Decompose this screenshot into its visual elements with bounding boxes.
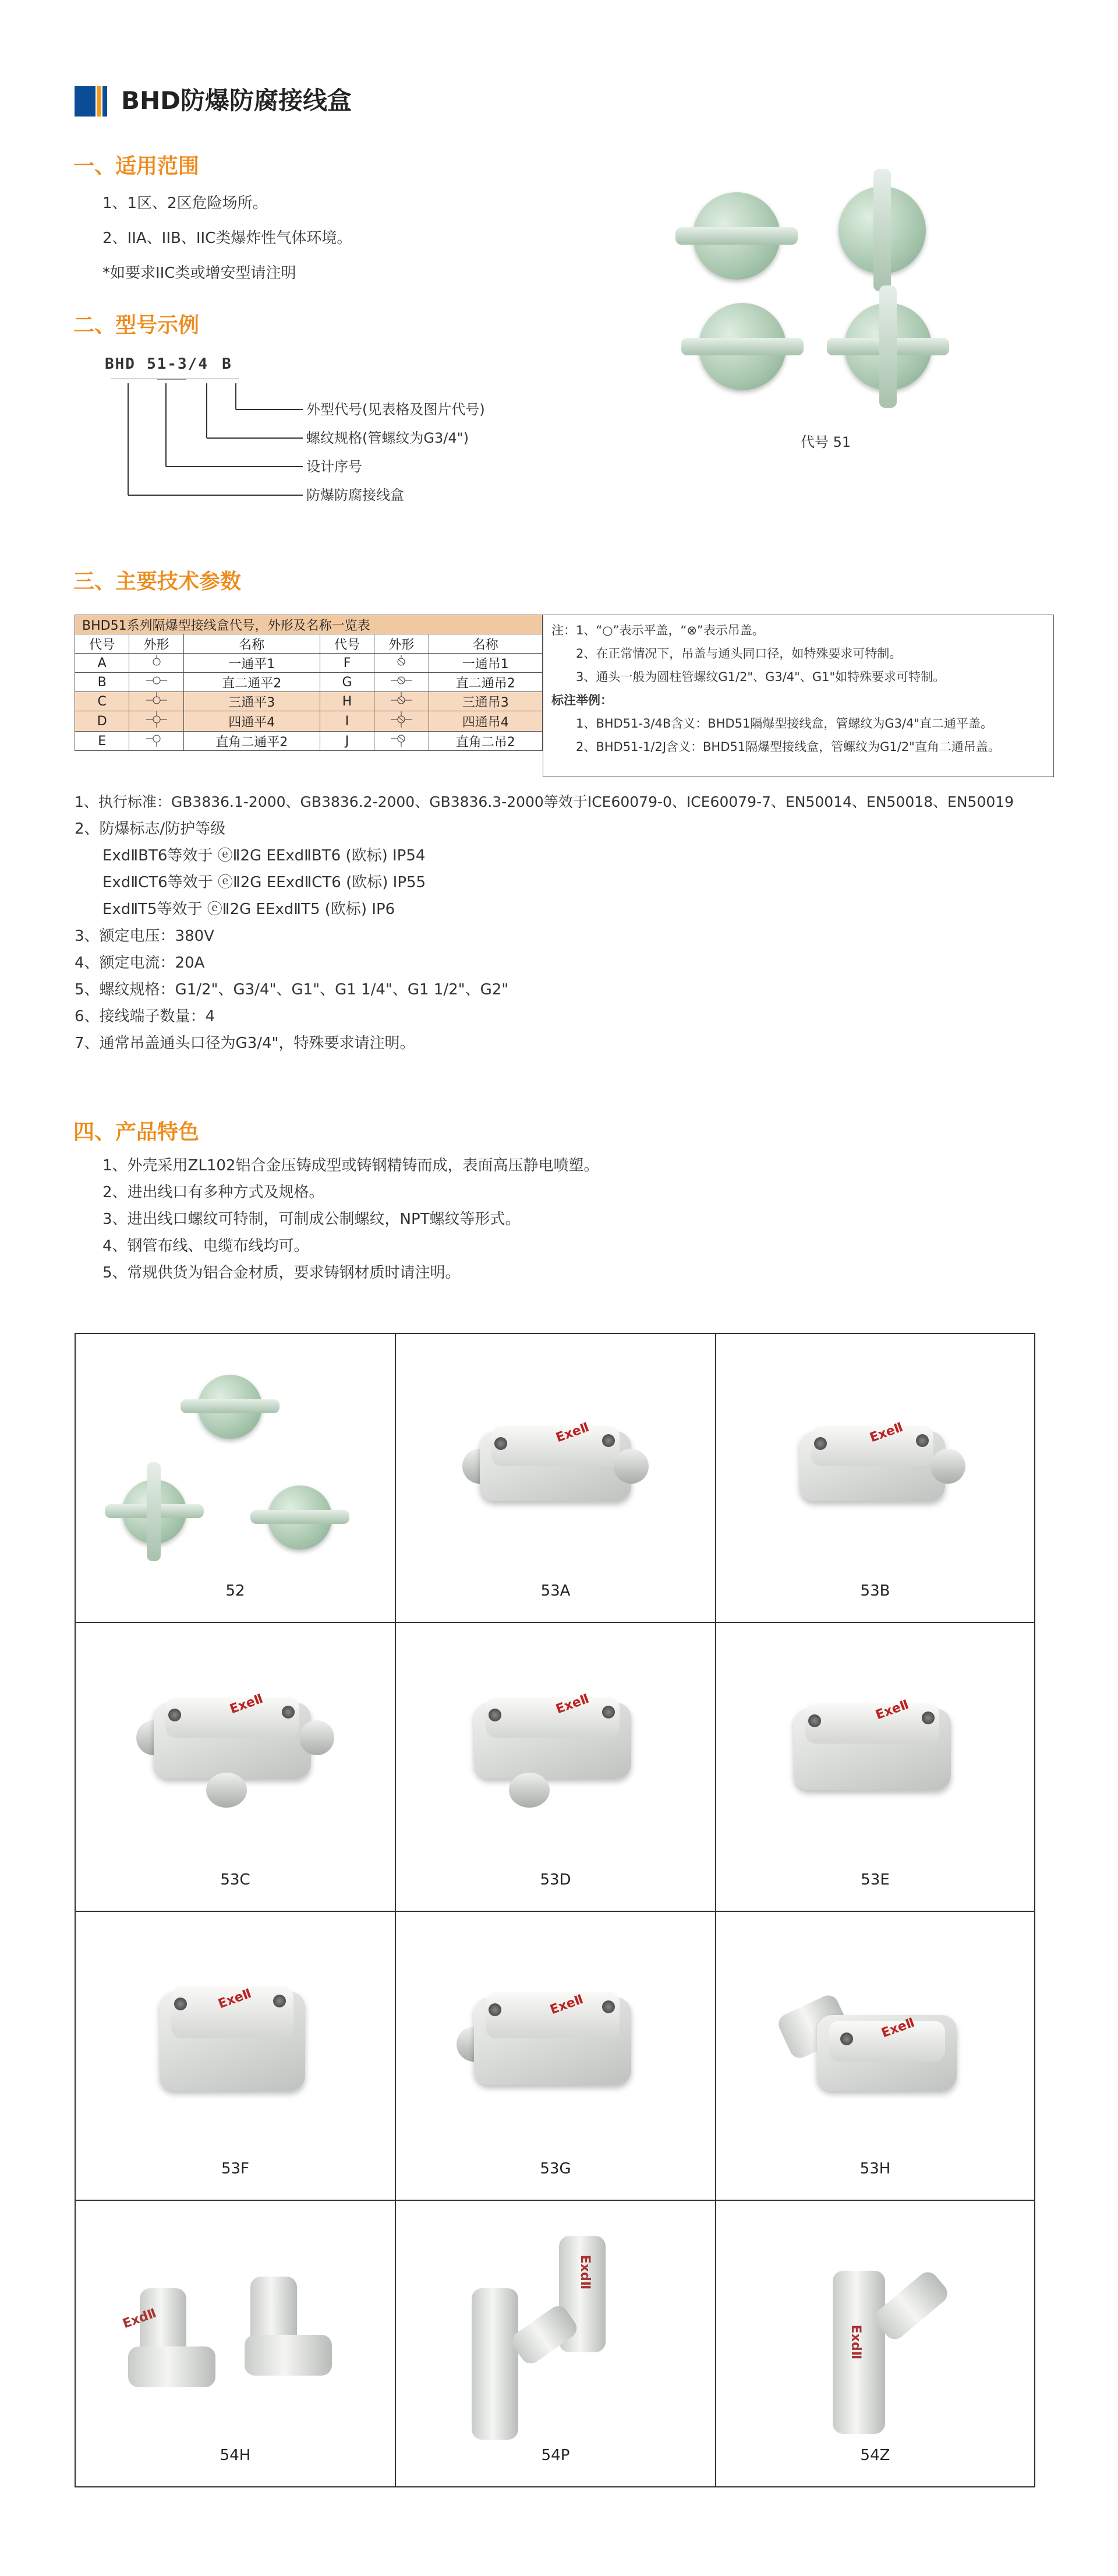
feature-item: 4、钢管布线、电缆布线均可。 xyxy=(102,1237,309,1255)
table-cell: E xyxy=(75,732,129,751)
table-cell: 四通吊4 xyxy=(429,711,542,732)
ex-mark: ExdⅡ xyxy=(121,2306,158,2332)
table-cell: I xyxy=(320,711,374,732)
model-code-diagram xyxy=(105,379,314,518)
shape-icon xyxy=(374,732,429,751)
model-code-prefix: BHD xyxy=(105,355,136,373)
spec-item: ExdⅡT5等效于 ⓔⅡ2G EExdⅡT5 (欧标) IP6 xyxy=(102,901,395,918)
product-cell-52 xyxy=(76,1334,396,1623)
product-cell-53b xyxy=(716,1334,1034,1623)
spec-item: ExdⅡBT6等效于 ⓔⅡ2G EExdⅡBT6 (欧标) IP54 xyxy=(102,847,426,864)
table-row xyxy=(75,654,543,673)
ex-mark: ExdⅡ xyxy=(848,2324,864,2360)
table-cell: D xyxy=(75,711,129,732)
table-header: 外形 xyxy=(129,634,183,654)
shape-icon xyxy=(374,711,429,732)
product-cell-54h xyxy=(76,2201,396,2486)
product-cell-53c xyxy=(76,1623,396,1912)
product-cell-53d xyxy=(396,1623,716,1912)
spec-item: 6、接线端子数量：4 xyxy=(75,1008,215,1025)
table-row xyxy=(75,673,543,692)
model-table xyxy=(75,615,543,751)
shape-icon xyxy=(374,673,429,692)
ex-mark: ExeⅡ xyxy=(548,1992,586,2018)
spec-item: 3、额定电压：380V xyxy=(75,927,214,945)
table-cell: 四通平4 xyxy=(183,711,320,732)
product-label: 53D xyxy=(540,1871,571,1889)
ex-mark: ExdⅡ xyxy=(578,2254,593,2290)
table-cell: 三通吊3 xyxy=(429,692,542,711)
table-cell: G xyxy=(320,673,374,692)
table-row xyxy=(75,711,543,732)
shape-icon xyxy=(129,711,183,732)
table-header: 代号 xyxy=(320,634,374,654)
product-label: 54H xyxy=(220,2447,251,2464)
spec-standard: 1、执行标准：GB3836.1-2000、GB3836.2-2000、GB3836.3-2000等效于ICE60079-0、ICE60079-7、EN50014、EN50018、EN50019 xyxy=(75,793,1014,810)
model-code-series: 51 xyxy=(147,355,168,373)
product-cell-53g xyxy=(396,1912,716,2201)
note-line: 2、BHD51-1/2J含义：BHD51隔爆型接线盒，管螺纹为G1/2"直角二通吊盖。 xyxy=(576,740,1000,754)
product-label: 54Z xyxy=(860,2447,890,2464)
table-cell: B xyxy=(75,673,129,692)
feature-item: 2、进出线口有多种方式及规格。 xyxy=(102,1184,324,1201)
table-row xyxy=(75,692,543,711)
spec-item: 2、防爆标志/防护等级 xyxy=(75,820,226,838)
shape-icon xyxy=(129,732,183,751)
model-label-serial: 设计序号 xyxy=(306,458,362,475)
note-heading: 标注举例： xyxy=(551,693,613,707)
note-line: 注：1、“○”表示平盖，“⊗”表示吊盖。 xyxy=(551,623,765,637)
shape-icon xyxy=(129,654,183,673)
section-heading-features: 四、产品特色 xyxy=(73,1120,200,1144)
model-label-thread: 螺纹规格(管螺纹为G3/4") xyxy=(306,430,469,446)
product-cell-53h xyxy=(716,1912,1034,2201)
product-cell-54p xyxy=(396,2201,716,2486)
ex-mark: ExeⅡ xyxy=(554,1420,592,1446)
table-caption: BHD51系列隔爆型接线盒代号，外形及名称一览表 xyxy=(75,615,543,634)
note-line: 3、通头一般为圆柱管螺纹G1/2"、G3/4"、G1"如特殊要求可特制。 xyxy=(576,670,946,684)
product-label: 53F xyxy=(221,2160,250,2178)
table-cell: 直二通吊2 xyxy=(429,673,542,692)
feature-item: 5、常规供货为铝合金材质，要求铸钢材质时请注明。 xyxy=(102,1264,461,1282)
product-label: 53G xyxy=(540,2160,571,2178)
ex-mark: ExeⅡ xyxy=(216,1986,254,2012)
table-cell: 直二通平2 xyxy=(183,673,320,692)
table-cell: J xyxy=(320,732,374,751)
ex-mark: ExeⅡ xyxy=(228,1692,266,1717)
note-line: 1、BHD51-3/4B含义：BHD51隔爆型接线盒，管螺纹为G3/4"直二通平盖。 xyxy=(576,717,993,731)
spec-item: ExdⅡCT6等效于 ⓔⅡ2G EExdⅡCT6 (欧标) IP55 xyxy=(102,874,426,891)
photo-caption: 代号 51 xyxy=(801,434,851,450)
table-cell: C xyxy=(75,692,129,711)
scope-item: 2、IIA、IIB、IIC类爆炸性气体环境。 xyxy=(102,230,352,247)
page-title: BHD防爆防腐接线盒 xyxy=(121,86,352,115)
spec-item: 4、额定电流：20A xyxy=(75,954,205,972)
table-cell: 一通平1 xyxy=(183,654,320,673)
ex-mark: ExeⅡ xyxy=(873,1698,911,1723)
spec-item: 7、通常吊盖通头口径为G3/4"，特殊要求请注明。 xyxy=(75,1035,415,1052)
scope-item: 1、1区、2区危险场所。 xyxy=(102,195,268,212)
model-code xyxy=(105,355,232,373)
product-label: 53H xyxy=(859,2160,891,2178)
table-header: 外形 xyxy=(374,634,429,654)
section-heading-scope: 一、适用范围 xyxy=(73,154,200,178)
table-row xyxy=(75,732,543,751)
product-cell-53e xyxy=(716,1623,1034,1912)
table-cell: 直角二吊2 xyxy=(429,732,542,751)
table-cell: 直角二通平2 xyxy=(183,732,320,751)
table-cell: H xyxy=(320,692,374,711)
model-code-shape: B xyxy=(222,355,232,373)
model-label-shape: 外型代号(见表格及图片代号) xyxy=(306,401,485,418)
shape-icon xyxy=(374,654,429,673)
table-cell: 三通平3 xyxy=(183,692,320,711)
product-photo-51 xyxy=(670,169,972,419)
product-label: 53C xyxy=(220,1871,250,1889)
table-cell: F xyxy=(320,654,374,673)
section-heading-model: 二、型号示例 xyxy=(73,313,200,337)
table-header: 代号 xyxy=(75,634,129,654)
product-cell-53a xyxy=(396,1334,716,1623)
model-label-product: 防爆防腐接线盒 xyxy=(306,487,404,503)
spec-item: 5、螺纹规格：G1/2"、G3/4"、G1"、G1 1/4"、G1 1/2"、G2" xyxy=(75,981,509,998)
model-code-thread: -3/4 xyxy=(167,355,208,373)
table-header: 名称 xyxy=(183,634,320,654)
product-label: 53B xyxy=(860,1582,890,1600)
brand-logo xyxy=(75,86,107,117)
product-label: 53E xyxy=(861,1871,890,1889)
table-header: 名称 xyxy=(429,634,542,654)
ex-mark: ExeⅡ xyxy=(868,1420,905,1446)
shape-icon xyxy=(374,692,429,711)
table-cell: A xyxy=(75,654,129,673)
product-grid xyxy=(75,1333,1035,2487)
note-line: 2、在正常情况下，吊盖与通头同口径，如特殊要求可特制。 xyxy=(576,647,902,661)
shape-icon xyxy=(129,692,183,711)
product-cell-53f xyxy=(76,1912,396,2201)
product-cell-54z xyxy=(716,2201,1034,2486)
table-cell: 一通吊1 xyxy=(429,654,542,673)
feature-item: 3、进出线口螺纹可特制，可制成公制螺纹，NPT螺纹等形式。 xyxy=(102,1211,521,1228)
shape-icon xyxy=(129,673,183,692)
product-label: 52 xyxy=(225,1582,245,1600)
ex-mark: ExeⅡ xyxy=(554,1692,592,1717)
section-heading-params: 三、主要技术参数 xyxy=(73,570,242,594)
product-label: 53A xyxy=(540,1582,571,1600)
feature-item: 1、外壳采用ZL102铝合金压铸成型或铸钢精铸而成，表面高压静电喷塑。 xyxy=(102,1157,599,1174)
scope-note: *如要求IIC类或增安型请注明 xyxy=(102,264,296,282)
ex-mark: ExeⅡ xyxy=(879,2016,917,2041)
product-label: 54P xyxy=(541,2447,570,2464)
table-notes xyxy=(543,615,1054,777)
